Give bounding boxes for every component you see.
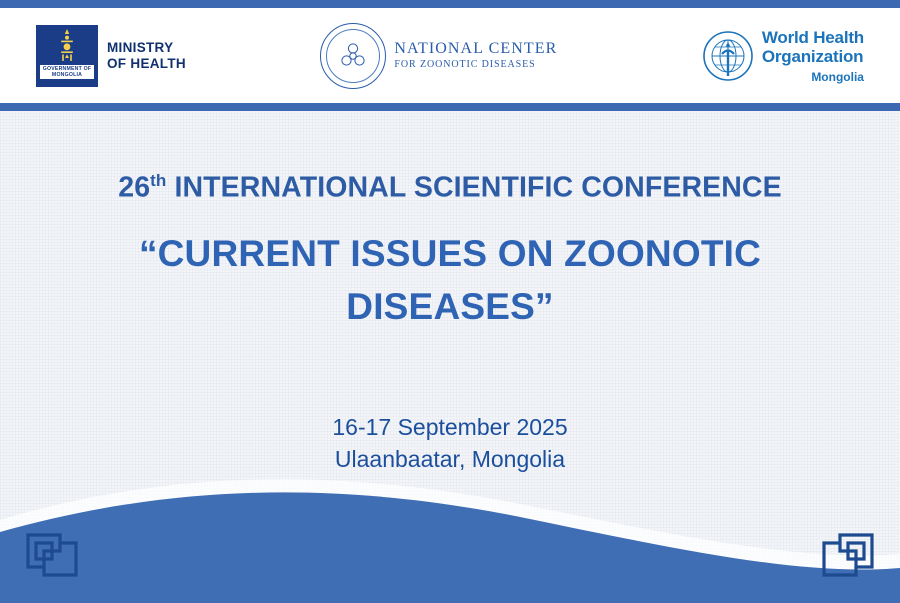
nczd-seal-icon xyxy=(320,23,386,89)
emblem-caption: GOVERNMENT OF MONGOLIA xyxy=(40,65,94,79)
conference-number: 26 xyxy=(118,171,151,204)
logo-header xyxy=(0,8,900,103)
who-logo xyxy=(702,28,864,83)
nczd-name xyxy=(394,39,557,72)
who-country-label: Mongolia xyxy=(811,70,864,84)
ministry-of-health-logo xyxy=(36,25,186,87)
who-name xyxy=(762,28,864,83)
moh-name-line-2: OF HEALTH xyxy=(107,55,186,71)
slide-body xyxy=(0,111,900,603)
conference-heading-text: INTERNATIONAL SCIENTIFIC CONFERENCE xyxy=(166,171,782,204)
mongolian-ulzii-knot-icon-right xyxy=(812,525,884,585)
who-name-line-1: World Health xyxy=(761,28,864,47)
conference-ordinal: th xyxy=(150,171,167,190)
nczd-name-line-1: NATIONAL CENTER xyxy=(394,40,558,57)
moh-name-line-1: MINISTRY xyxy=(107,39,174,55)
nczd-logo xyxy=(320,23,557,89)
who-name-line-2: Organization xyxy=(761,47,864,66)
who-emblem-icon xyxy=(702,30,754,82)
mongolia-state-emblem-icon xyxy=(36,25,98,87)
bottom-wave-decoration xyxy=(0,458,900,603)
ministry-of-health-name xyxy=(107,40,186,72)
title-block xyxy=(0,171,900,333)
nczd-name-line-2: FOR ZOONOTIC DISEASES xyxy=(394,59,536,70)
top-accent-bar xyxy=(0,0,900,8)
mongolian-ulzii-knot-icon-left xyxy=(16,525,88,585)
topic-line-2: DISEASES” xyxy=(346,285,554,327)
event-date: 16-17 September 2025 xyxy=(332,414,568,440)
topic-line-1: “CURRENT ISSUES ON ZOONOTIC xyxy=(138,232,762,274)
event-location: Ulaanbaatar, Mongolia xyxy=(334,446,566,472)
header-divider xyxy=(0,103,900,111)
seal-inner-ring xyxy=(326,29,380,83)
conference-heading xyxy=(0,171,900,205)
page-title xyxy=(0,227,900,333)
soyombo-symbol-icon xyxy=(59,29,75,63)
